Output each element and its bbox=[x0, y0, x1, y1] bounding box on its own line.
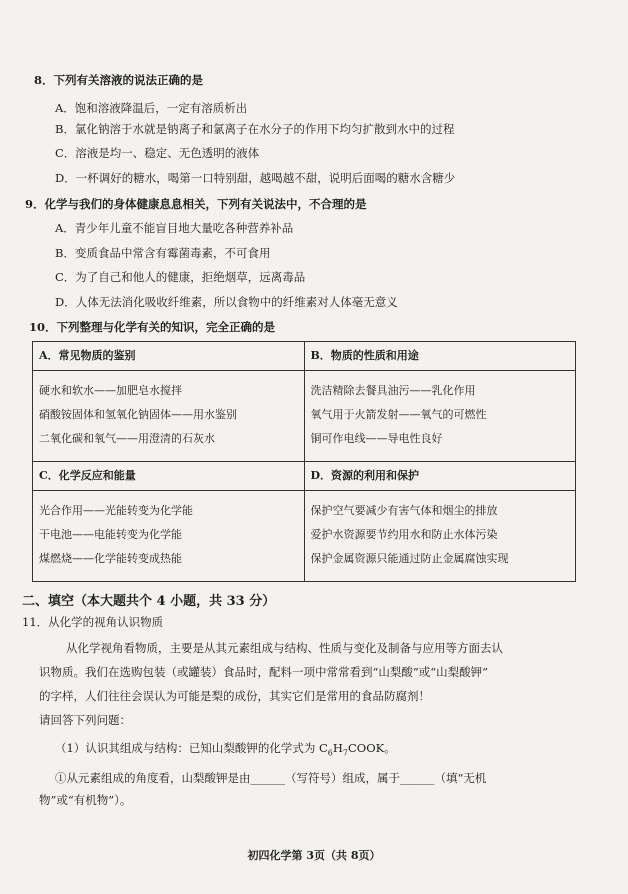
question-8-option-b: B．氯化钠溶于水就是钠离子和氯离子在水分子的作用下均匀扩散到水中的过程 bbox=[55, 122, 455, 136]
question-10-stem: 10．下列整理与化学有关的知识，完全正确的是 bbox=[29, 320, 276, 334]
question-10-table bbox=[32, 341, 576, 582]
cell-a-line-3: 二氧化碳和氧气——用澄清的石灰水 bbox=[39, 432, 215, 445]
cell-d-line-3: 保护金属资源只能通过防止金属腐蚀实现 bbox=[310, 552, 509, 565]
section-2-title: 二、填空（本大题共个 4 小题，共 33 分） bbox=[22, 594, 276, 609]
cell-b-body bbox=[304, 371, 576, 462]
cell-c-line-1: 光合作用——光能转变为化学能 bbox=[39, 504, 193, 517]
cell-a-line-2: 硝酸铵固体和氢氧化钠固体——用水鉴别 bbox=[39, 408, 237, 421]
cell-b-line-2: 氧气用于火箭发射——氧气的可燃性 bbox=[310, 408, 487, 421]
question-11-stem: 11．从化学的视角认识物质 bbox=[22, 615, 164, 629]
question-8-stem: 8．下列有关溶液的说法正确的是 bbox=[34, 73, 203, 87]
formula-h: H bbox=[332, 741, 343, 755]
question-11-sub-1 bbox=[55, 740, 396, 761]
question-11-para-2: 识物质。我们在选购包装（或罐装）食品时，配料一项中常常看到“山梨酸”或“山梨酸钾” bbox=[39, 665, 489, 679]
question-8-option-a: A．饱和溶液降温后，一定有溶质析出 bbox=[55, 101, 248, 115]
cell-b-title: B．物质的性质和用途 bbox=[304, 342, 576, 371]
page-footer: 初四化学第 3页（共 8页） bbox=[247, 849, 381, 862]
cell-a-body bbox=[33, 371, 305, 462]
cell-c-title: C．化学反应和能量 bbox=[33, 462, 305, 491]
cell-a-title: A．常见物质的鉴别 bbox=[33, 342, 305, 371]
question-11-para-1: 从化学视角看物质，主要是从其元素组成与结构、性质与变化及制备与应用等方面去认 bbox=[66, 641, 503, 655]
question-8-option-c: C．溶液是均一、稳定、无色透明的液体 bbox=[55, 146, 260, 160]
question-9-stem: 9．化学与我们的身体健康息息相关，下列有关说法中，不合理的是 bbox=[25, 197, 367, 211]
formula-sub-c: 6 bbox=[327, 748, 333, 758]
question-8-option-d: D．一杯调好的糖水，喝第一口特别甜，越喝越不甜，说明后面喝的糖水含糖少 bbox=[55, 171, 456, 185]
cell-d-line-1: 保护空气要减少有害气体和烟尘的排放 bbox=[310, 504, 498, 517]
formula-end: COOK。 bbox=[348, 741, 396, 755]
cell-c-line-3: 煤燃烧——化学能转变成热能 bbox=[39, 552, 182, 565]
cell-b-line-3: 铜可作电线——导电性良好 bbox=[310, 432, 443, 445]
cell-d-line-2: 爱护水资源要节约用水和防止水体污染 bbox=[310, 528, 498, 541]
question-9-option-d: D．人体无法消化吸收纤维素，所以食物中的纤维素对人体毫无意义 bbox=[55, 295, 398, 309]
formula-sub-h: 7 bbox=[342, 748, 348, 758]
cell-d-title: D．资源的利用和保护 bbox=[304, 462, 576, 491]
sub-1-text: （1）认识其组成与结构：已知山梨酸钾的化学式为 C bbox=[55, 741, 328, 755]
question-11-prompt: 请回答下列问题： bbox=[39, 713, 131, 727]
question-9-option-a: A．青少年儿童不能盲目地大量吃各种营养补品 bbox=[55, 221, 294, 235]
cell-b-line-1: 洗洁精除去餐具油污——乳化作用 bbox=[310, 384, 476, 397]
cell-c-body bbox=[33, 491, 305, 582]
cell-d-body bbox=[304, 491, 576, 582]
question-9-option-c: C．为了自己和他人的健康，拒绝烟草，远离毒品 bbox=[55, 270, 306, 284]
question-11-sub-1a: ①从元素组成的角度看，山梨酸钾是由______（写符号）组成，属于______（填“无机 bbox=[55, 771, 487, 785]
question-9-option-b: B．变质食品中常含有霉菌毒素，不可食用 bbox=[55, 246, 271, 260]
question-11-para-3: 的字样，人们往往会误认为可能是梨的成份，其实它们是常用的食品防腐剂！ bbox=[39, 689, 430, 703]
question-11-sub-1a-cont: 物”或“有机物”）。 bbox=[39, 793, 132, 807]
cell-c-line-2: 干电池——电能转变为化学能 bbox=[39, 528, 182, 541]
cell-a-line-1: 硬水和软水——加肥皂水搅拌 bbox=[39, 384, 182, 397]
